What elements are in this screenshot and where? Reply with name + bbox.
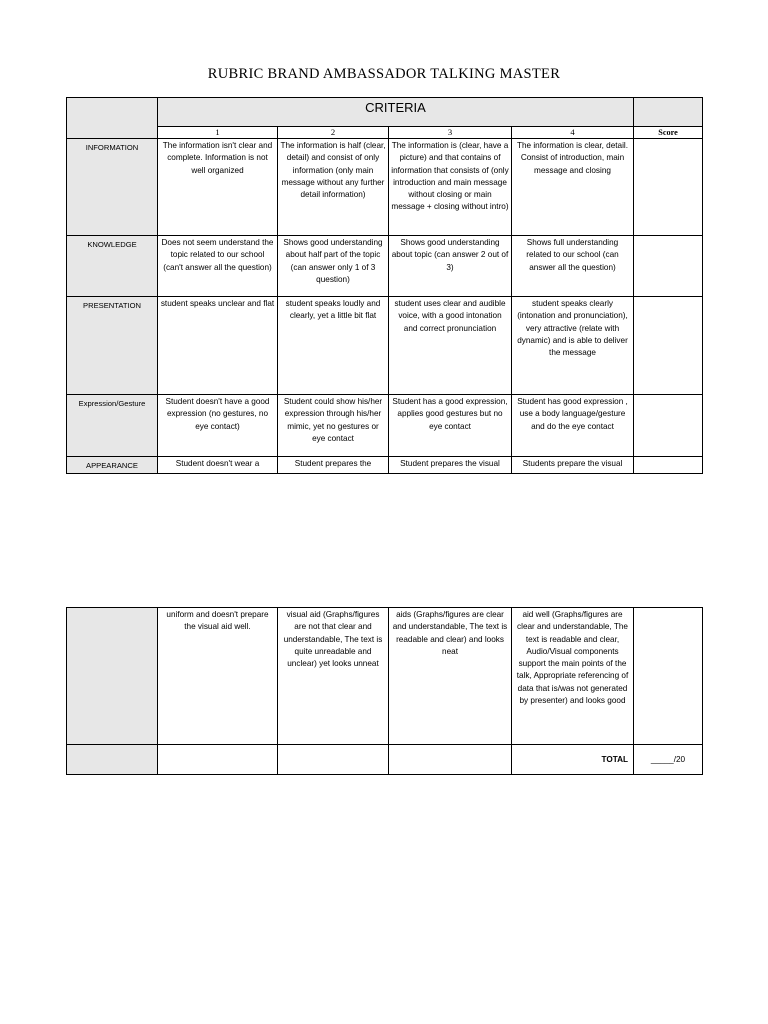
rubric-cell: student speaks clearly (intonation and pronunciation), very attractive (relate with dynamic) and is able to deliver the message — [512, 297, 634, 395]
table-row — [67, 608, 703, 745]
score-cell[interactable] — [634, 457, 703, 474]
score-header: Score — [634, 127, 703, 139]
criterion-label: APPEARANCE — [67, 457, 158, 474]
empty-cell — [158, 745, 278, 775]
rubric-table — [66, 97, 703, 474]
criterion-label: PRESENTATION — [67, 297, 158, 395]
table-row — [67, 297, 703, 395]
total-label: TOTAL — [512, 745, 634, 775]
score-header-spacer — [634, 98, 703, 127]
rubric-cell: Shows full understanding related to our school (can answer all the question) — [512, 236, 634, 297]
rubric-cell: student speaks loudly and clearly, yet a little bit flat — [278, 297, 389, 395]
table-row — [67, 236, 703, 297]
table-row — [67, 139, 703, 236]
score-cell[interactable] — [634, 297, 703, 395]
level-3-header: 3 — [389, 127, 512, 139]
rubric-cell: The information is half (clear, detail) and consist of only information (only main message without any further detail information) — [278, 139, 389, 236]
rubric-table-continued — [66, 607, 703, 775]
rubric-cell: Student prepares the — [278, 457, 389, 474]
rubric-cell: Student has a good expression, applies good gestures but no eye contact — [389, 395, 512, 457]
rubric-cell: visual aid (Graphs/figures are not that clear and understandable, The text is quite unreadable and unclear) yet looks unneat — [278, 608, 389, 745]
rubric-cell: Shows good understanding about half part of the topic (can answer only 1 of 3 question) — [278, 236, 389, 297]
rubric-cell: student uses clear and audible voice, with a good intonation and correct pronunciation — [389, 297, 512, 395]
total-row-label-cell — [67, 745, 158, 775]
total-score-field[interactable]: _____/20 — [634, 745, 703, 775]
empty-cell — [389, 745, 512, 775]
rubric-cell: aid well (Graphs/figures are clear and understandable, The text is readable and clear, Audio/Visual components support the main points of the talk, Appropriate referencing of data that is/was not generated by presenter) and looks good — [512, 608, 634, 745]
table-row — [67, 457, 703, 474]
level-2-header: 2 — [278, 127, 389, 139]
criterion-label: Expression/Gesture — [67, 395, 158, 457]
total-row — [67, 745, 703, 775]
level-4-header: 4 — [512, 127, 634, 139]
rubric-cell: Does not seem understand the topic related to our school (can't answer all the question) — [158, 236, 278, 297]
rubric-cell: Student could show his/her expression through his/her mimic, yet no gestures or eye contact — [278, 395, 389, 457]
page-title: RUBRIC BRAND AMBASSADOR TALKING MASTER — [207, 66, 561, 82]
criteria-header: CRITERIA — [158, 98, 634, 127]
score-cell[interactable] — [634, 139, 703, 236]
rubric-cell: Student doesn't wear a — [158, 457, 278, 474]
criterion-label — [67, 608, 158, 745]
rubric-cell: The information is clear, detail. Consist of introduction, main message and closing — [512, 139, 634, 236]
score-cell[interactable] — [634, 395, 703, 457]
level-1-header: 1 — [158, 127, 278, 139]
rubric-cell: The information is (clear, have a picture) and that contains of information that consists of (only introduction and main message without closing or main message + closing without intro) — [389, 139, 512, 236]
rubric-cell: Student has good expression , use a body language/gesture and do the eye contact — [512, 395, 634, 457]
criterion-label: INFORMATION — [67, 139, 158, 236]
empty-cell — [278, 745, 389, 775]
rubric-cell: uniform and doesn't prepare the visual aid well. — [158, 608, 278, 745]
score-cell[interactable] — [634, 236, 703, 297]
rubric-cell: Student doesn't have a good expression (no gestures, no eye contact) — [158, 395, 278, 457]
rubric-cell: aids (Graphs/figures are clear and understandable, The text is readable and clear) and looks neat — [389, 608, 512, 745]
header-corner-cell — [67, 98, 158, 139]
rubric-cell: The information isn't clear and complete. Information is not well organized — [158, 139, 278, 236]
score-cell[interactable] — [634, 608, 703, 745]
rubric-cell: Student prepares the visual — [389, 457, 512, 474]
table-row — [67, 395, 703, 457]
rubric-cell: Shows good understanding about topic (can answer 2 out of 3) — [389, 236, 512, 297]
criterion-label: KNOWLEDGE — [67, 236, 158, 297]
rubric-cell: Students prepare the visual — [512, 457, 634, 474]
rubric-cell: student speaks unclear and flat — [158, 297, 278, 395]
